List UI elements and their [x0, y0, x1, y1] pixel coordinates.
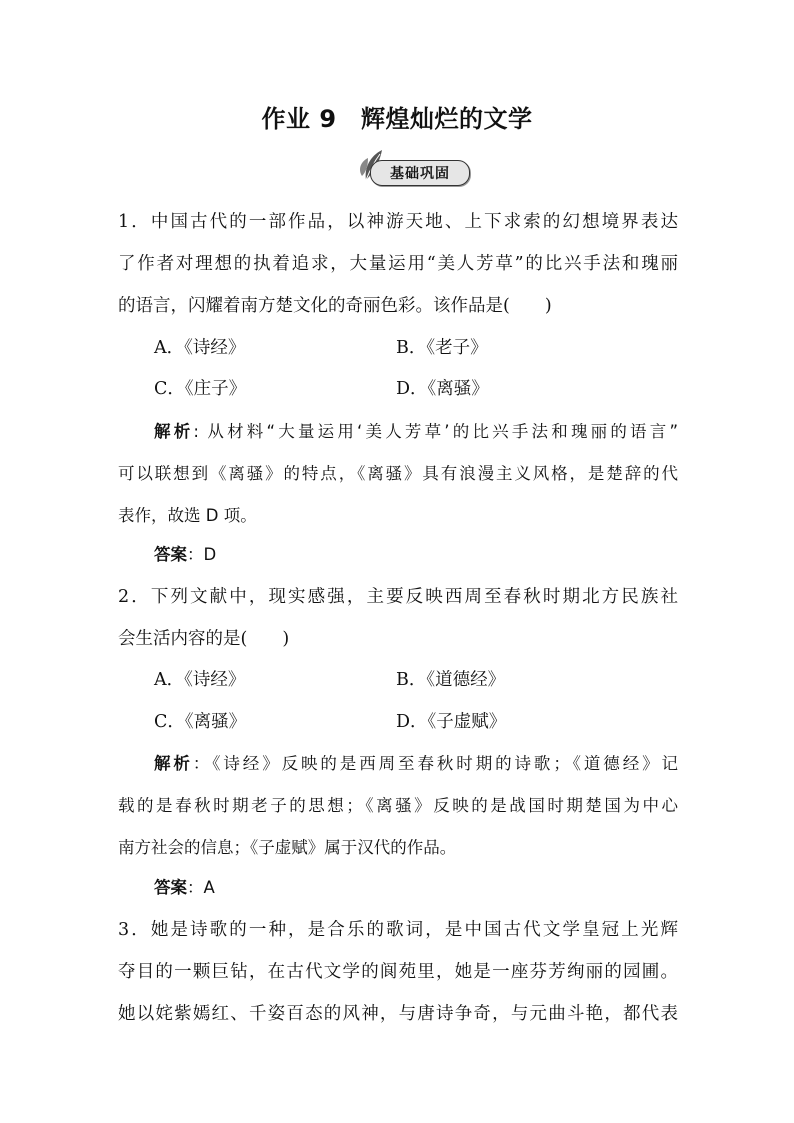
q2-answer-value: ：A: [187, 878, 215, 897]
q2-analysis-line-1: [154, 752, 678, 776]
q1-analysis-line-1: [154, 420, 678, 444]
page-title: 作业 9 辉煌灿烂的文学: [261, 105, 533, 133]
q3-stem-line-1: 3．她是诗歌的一种，是合乐的歌词，是中国古代文学皇冠上光辉: [118, 920, 678, 940]
q1-option-d: D．《离骚》: [396, 379, 489, 399]
q1-analysis-text-1: : 从材料“大量运用‘美人芳草’的比兴手法和瑰丽的语言”: [193, 422, 679, 441]
q2-stem-line-2: 会生活内容的是( ): [118, 629, 290, 649]
q2-option-b: B．《道德经》: [396, 670, 506, 690]
q2-analysis-line-2: 载的是春秋时期老子的思想；《离骚》反映的是战国时期楚国为中心: [118, 796, 678, 815]
q1-stem-line-3: 的语言，闪耀着南方楚文化的奇丽色彩。该作品是( ): [118, 296, 552, 316]
q2-analysis-label: 解析: [154, 754, 193, 773]
q1-option-c: C．《庄子》: [154, 379, 247, 399]
q2-answer-label: 答案: [154, 878, 187, 897]
q2-analysis-text-1: ：《诗经》反映的是西周至春秋时期的诗歌；《道德经》记: [192, 754, 679, 773]
q2-answer: [154, 876, 215, 900]
q1-stem-line-1: 1．中国古代的一部作品，以神游天地、上下求索的幻想境界表达: [118, 212, 678, 232]
q2-analysis-line-3: 南方社会的信息；《子虚赋》属于汉代的作品。: [118, 838, 457, 857]
q3-stem-line-3: 她以姹紫嫣红、千姿百态的风神，与唐诗争奇，与元曲斗艳，都代表: [118, 1004, 678, 1024]
q2-option-c: C．《离骚》: [154, 712, 247, 732]
q1-answer-label: 答案: [154, 545, 187, 564]
q3-stem-line-2: 夺目的一颗巨钻，在古代文学的阆苑里，她是一座芬芳绚丽的园圃。: [118, 962, 678, 982]
q1-option-a: A．《诗经》: [154, 338, 246, 358]
q1-stem-line-2: 了作者对理想的执着追求，大量运用“美人芳草”的比兴手法和瑰丽: [118, 254, 678, 274]
q2-stem-line-1: 2．下列文献中，现实感强，主要反映西周至春秋时期北方民族社: [118, 587, 678, 607]
section-badge: [356, 146, 476, 190]
q2-option-d: D．《子虚赋》: [396, 712, 507, 732]
q1-option-b: B．《老子》: [396, 338, 488, 358]
q1-analysis-line-2: 可以联想到《离骚》的特点，《离骚》具有浪漫主义风格，是楚辞的代: [118, 464, 678, 483]
q1-answer: [154, 543, 216, 567]
q2-option-a: A．《诗经》: [154, 670, 246, 690]
q1-analysis-line-3: 表作，故选 D 项。: [118, 506, 257, 525]
q1-analysis-label: 解析: [154, 422, 194, 441]
section-badge-label: 基础巩固: [390, 166, 450, 182]
q1-answer-value: ：D: [187, 545, 217, 564]
